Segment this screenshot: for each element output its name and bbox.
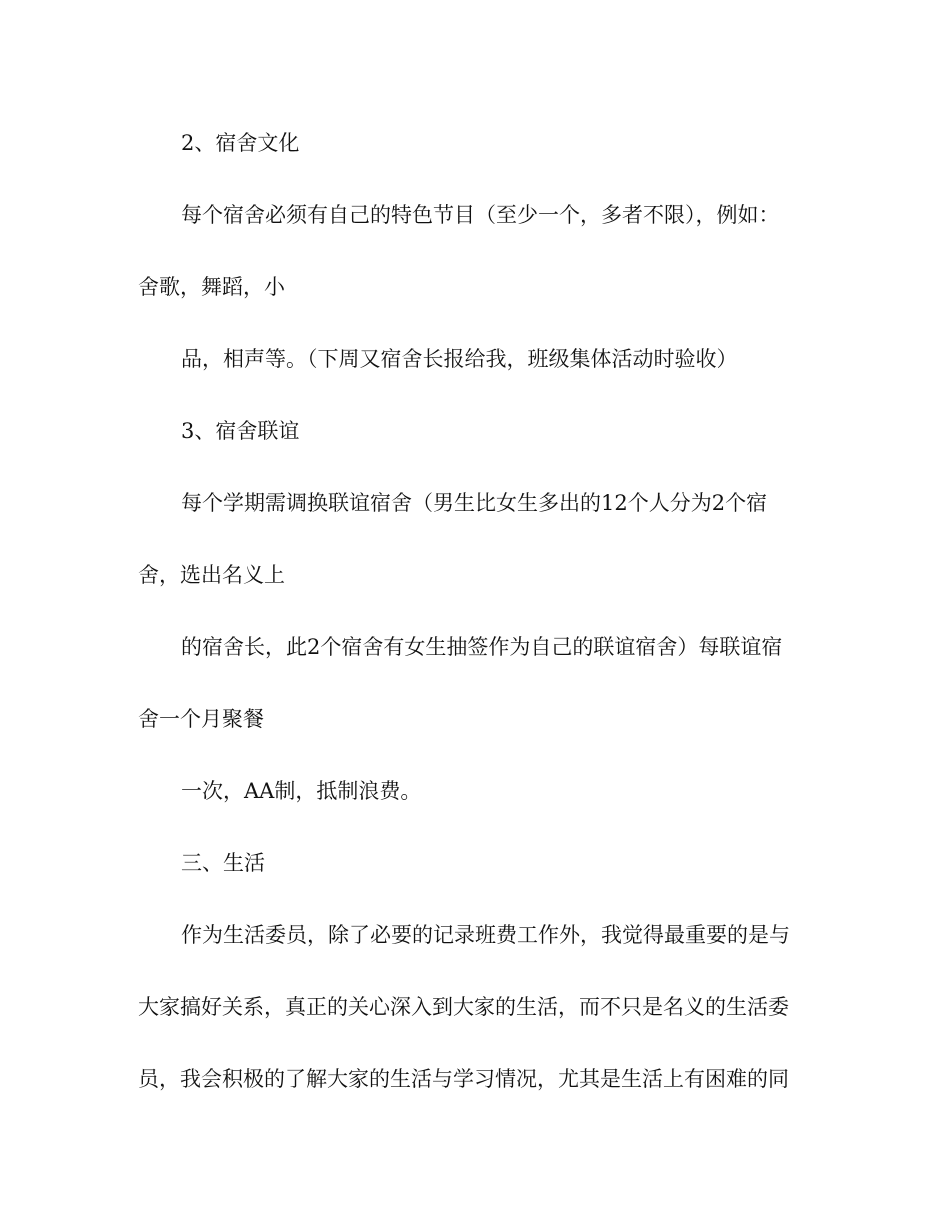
paragraph-line: 一次，AA制，抵制浪费。 — [181, 779, 422, 803]
paragraph-line: 每个学期需调换联谊宿舍（男生比女生多出的12个人分为2个宿 — [181, 491, 768, 515]
section-heading-life: 三、生活 — [181, 851, 265, 875]
section-heading-dorm-culture: 2、宿舍文化 — [181, 131, 300, 155]
paragraph-line: 大家搞好关系，真正的关心深入到大家的生活，而不只是名义的生活委 — [138, 995, 789, 1019]
section-heading-dorm-friendship: 3、宿舍联谊 — [181, 419, 300, 443]
paragraph-line: 的宿舍长，此2个宿舍有女生抽签作为自己的联谊宿舍）每联谊宿 — [181, 635, 783, 659]
paragraph-line: 品，相声等。（下周又宿舍长报给我，班级集体活动时验收） — [181, 347, 738, 371]
paragraph-line: 作为生活委员，除了必要的记录班费工作外，我觉得最重要的是与 — [181, 923, 790, 947]
paragraph-line: 舍一个月聚餐 — [138, 707, 264, 731]
paragraph-line: 舍歌，舞蹈，小 — [138, 275, 285, 299]
paragraph-line: 每个宿舍必须有自己的特色节目（至少一个，多者不限），例如： — [181, 203, 780, 227]
paragraph-line: 舍，选出名义上 — [138, 563, 285, 587]
paragraph-line: 员，我会积极的了解大家的生活与学习情况，尤其是生活上有困难的同 — [138, 1067, 789, 1091]
